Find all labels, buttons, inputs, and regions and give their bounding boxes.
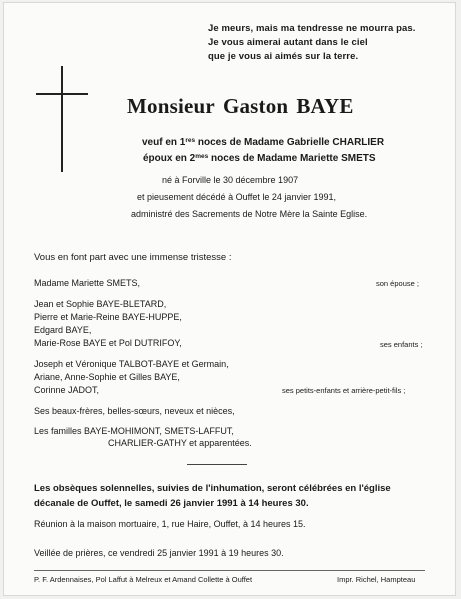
list-item: Jean et Sophie BAYE-BLETARD, (34, 299, 167, 309)
list-item: Marie-Rose BAYE et Pol DUTRIFOY, (34, 338, 182, 348)
children-role: ses enfants ; (380, 340, 423, 349)
list-item: Corinne JADOT, (34, 385, 100, 395)
gathering-info: Réunion à la maison mortuaire, 1, rue Haire, Ouffet, à 14 heures 15. (34, 519, 306, 529)
announcement-intro: Vous en font part avec une immense tristesse : (34, 252, 232, 263)
spouse: Madame Mariette SMETS, (34, 278, 141, 288)
first-marriage: veuf en 1res noces de Madame Gabrielle CHARLIER (142, 137, 385, 148)
death-info: et pieusement décédé à Ouffet le 24 janvier 1991, (137, 192, 336, 202)
poem-line: Je meurs, mais ma tendresse ne mourra pas. (208, 23, 416, 34)
name-honorific: Monsieur (127, 94, 215, 118)
footer-divider (34, 570, 425, 571)
poem-line: Je vous aimerai autant dans le ciel (208, 37, 368, 48)
list-item: Les familles BAYE-MOHIMONT, SMETS-LAFFUT, (34, 426, 234, 436)
deceased-name (127, 94, 354, 119)
grandchildren-role: ses petits-enfants et arrière-petit-fils ; (282, 386, 406, 395)
list-item: Joseph et Véronique TALBOT-BAYE et Germain, (34, 359, 229, 369)
divider (187, 464, 247, 465)
name-last: BAYE (296, 94, 354, 118)
spouse-role: son épouse ; (376, 279, 419, 288)
vigil-info: Veillée de prières, ce vendredi 25 janvier 1991 à 19 heures 30. (34, 548, 284, 558)
marriages (142, 135, 384, 167)
funeral-details: Les obsèques solennelles, suivies de l'inhumation, seront célébrées en l'église décanale de Ouffet, le samedi 26 janvier 1991 à 14 heures 30. (34, 483, 391, 509)
in-laws: Ses beaux-frères, belles-sœurs, neveux et nièces, (34, 406, 235, 416)
list-item: CHARLIER-GATHY et apparentées. (108, 438, 252, 448)
list-item: Ariane, Anne-Sophie et Gilles BAYE, (34, 372, 180, 382)
list-item: Pierre et Marie-Reine BAYE-HUPPE, (34, 312, 182, 322)
funeral-directors: P. F. Ardennaises, Pol Laffut à Melreux et Amand Collette à Ouffet (34, 575, 253, 584)
name-first: Gaston (222, 94, 289, 118)
children-list (34, 298, 182, 350)
poem-line: que je vous ai aimés sur la terre. (208, 51, 359, 62)
second-marriage: époux en $2^{mes}$ noces de Madame Mariette SMETS (143, 153, 376, 164)
cross-horizontal-bar (36, 93, 88, 95)
cross-vertical-bar (61, 66, 63, 172)
families (34, 425, 252, 449)
sacraments-info: administré des Sacrements de Notre Mère la Sainte Eglise. (131, 209, 368, 219)
grandchildren-list (34, 358, 229, 397)
birth-info: né à Forville le 30 décembre 1907 (162, 175, 299, 185)
poem (208, 22, 416, 64)
printer: Impr. Richel, Hampteau (337, 575, 416, 584)
list-item: Edgard BAYE, (34, 325, 92, 335)
